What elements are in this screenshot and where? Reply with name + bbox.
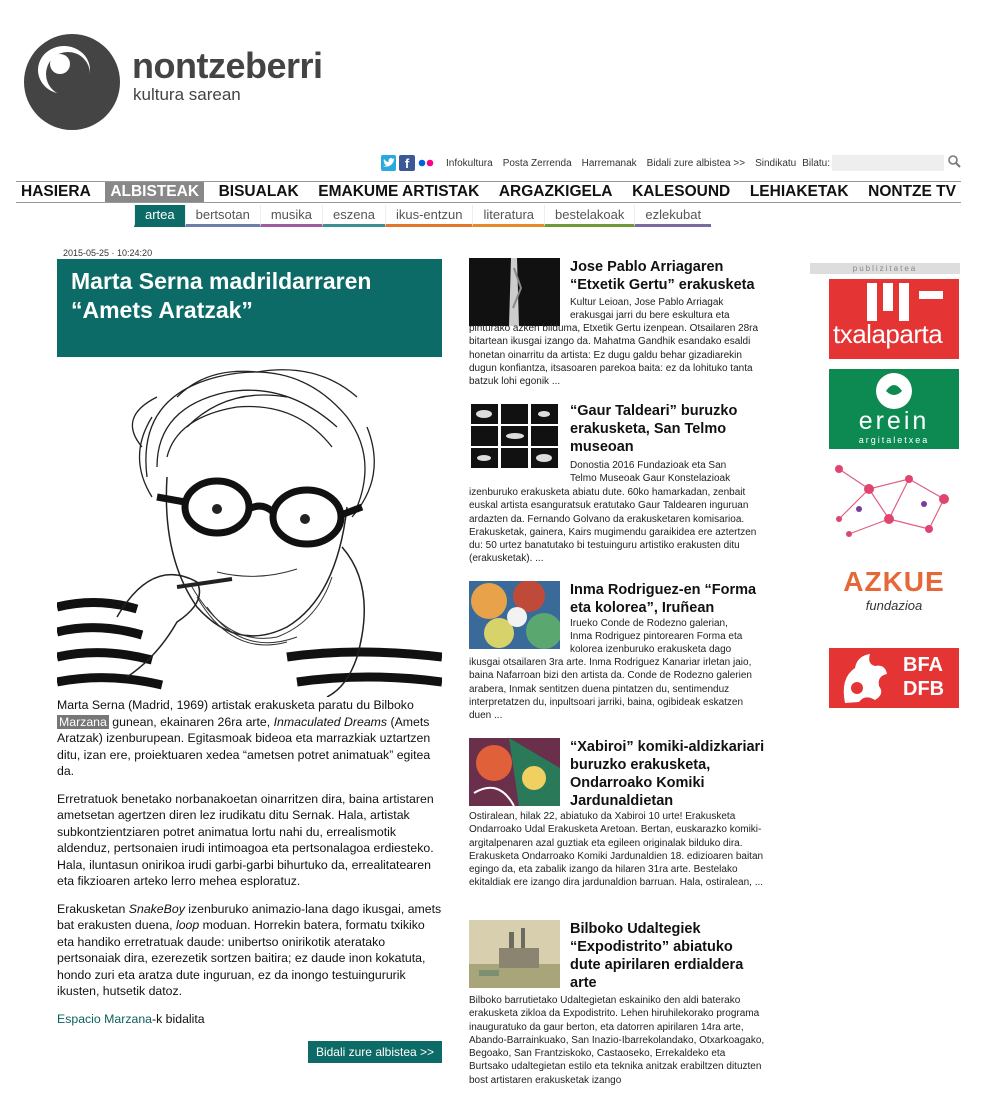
subnav-literatura[interactable]: literatura bbox=[472, 205, 544, 227]
news-thumbnail[interactable] bbox=[469, 258, 560, 326]
source-link[interactable]: Espacio Marzana bbox=[57, 1011, 153, 1026]
news-item[interactable]: “Gaur Taldeari” buruzko erakusketa, San Telmo museoan Donostia 2016 Fundazioak eta San Telmo Museoak Gaur Konstelazioak izenburuko erakusketa abiatu dute. 60ko hamarkadan, zenbait euskal artista esanguratsuk eratutako Gaur Taldearen inguruan ardazten da. Fernando Golvano da erakusketaren komisarioa. Erakusketak, gainera, Kairs mugimendu garaikidea ere aztertzen du: 50 urtez banatutako bi testuinguru artistiko erakusten ditu (erakusketak). ... bbox=[469, 402, 769, 562]
ad-txalaparta[interactable] bbox=[829, 279, 959, 359]
ad-bfa[interactable] bbox=[829, 648, 959, 708]
news-title[interactable]: Jose Pablo Arriagaren “Etxetik Gertu” erakusketa bbox=[570, 259, 755, 293]
ad-erein[interactable] bbox=[829, 369, 959, 449]
ad-azkue[interactable] bbox=[829, 558, 959, 638]
article-paragraph: Marta Serna (Madrid, 1969) artistak erakusketa paratu du Bilboko Marzana gunean, ekainaren 26ra arte, Inmaculated Dreams (Amets Aratzak) izenburupean. Egitasmoak bideoa eta marrazkiak uztartzen ditu, izan ere, proiektuaren xedea “ametsen potret animatuak” egitea da. bbox=[57, 698, 431, 778]
nav-lehiaketak[interactable]: LEHIAKETAK bbox=[749, 183, 849, 200]
flickr-icon[interactable] bbox=[418, 155, 435, 171]
nav-bisualak[interactable]: BISUALAK bbox=[218, 183, 299, 200]
news-thumbnail[interactable] bbox=[469, 581, 560, 649]
ad-section-label: publizitatea bbox=[810, 263, 960, 274]
news-excerpt: Bilboko barrutietako Udaltegietan eskainiko den aldi baterako erakusketa zikloa da Expodistrito. Lehen hiruhilekorako programa inauguratuko da gaur berton, eta datorren apirilaren 14ra arte, Abando-Barrainkuako, San Inazio-Ibarrekolandako, Otxarkoagako, Begoako, San Frantziskoko, Castaoseko, Errekaldeko eta Burtsako udaltegietan estilo eta teknika anitzak erabiltzen dituzten bost artistaren erakusketak izango bbox=[469, 995, 765, 1086]
subnav-bestelakoak[interactable]: bestelakoak bbox=[544, 205, 634, 227]
news-title[interactable]: Inma Rodriguez-en “Forma eta kolorea”, Iruñean bbox=[570, 582, 757, 616]
ad-text: AZKUE bbox=[843, 566, 945, 597]
news-title[interactable]: “Gaur Taldeari” buruzko erakusketa, San Telmo museoan bbox=[570, 403, 738, 455]
send-news-button[interactable]: Bidali zure albistea >> bbox=[308, 1041, 442, 1063]
util-link-sindikatu[interactable]: Sindikatu bbox=[755, 157, 797, 169]
news-item[interactable] bbox=[469, 738, 769, 908]
subnav-artea[interactable]: artea bbox=[134, 205, 185, 227]
ad-network[interactable] bbox=[829, 459, 959, 539]
nav-nontze-tv[interactable]: NONTZE TV bbox=[868, 183, 956, 200]
nav-hasiera[interactable]: HASIERA bbox=[21, 183, 91, 200]
article-title: Marta Serna madrildarraren “Amets Aratzak” bbox=[71, 268, 372, 323]
news-excerpt: ikusgai otsailaren 3ra arte. Inma Rodriguez Kanariar irletan jaio, baina Nafarroan bizi den artista da. Conde de Rodezno galerien arabera, Inmak sentitzen duena pintatzen du, sentimenduz interpretatzen du, inpultsoari jarriki, baina, ogibideak eskatzen duen ... bbox=[469, 657, 752, 722]
subnav-ikus-entzun[interactable]: ikus-entzun bbox=[385, 205, 472, 227]
subnav-eszena[interactable]: eszena bbox=[322, 205, 385, 227]
news-title[interactable]: Bilboko Udaltegiek “Expodistrito” abiatuko dute apirilaren erdialdera arte bbox=[570, 921, 744, 991]
facebook-icon[interactable]: f bbox=[399, 155, 414, 171]
site-title[interactable]: nontzeberri bbox=[132, 45, 323, 86]
nav-emakume-artistak[interactable]: EMAKUME ARTISTAK bbox=[318, 183, 480, 200]
ad-text: erein bbox=[858, 407, 930, 435]
util-link-infokultura[interactable]: Infokultura bbox=[446, 157, 493, 169]
news-item[interactable]: Inma Rodriguez-en “Forma eta kolorea”, Iruñean Irueko Conde de Rodezno galerian, Inma Rodriguez pintorearen Forma eta kolorea izenburuko erakusketa dago ikusgai otsailaren 3ra arte. Inma Rodriguez Kanariar irletan jaio, baina Nafarroan bizi den artista da. Conde de Rodezno galerien arabera, Inmak sentitzen duena pintatzen du, sentimenduz interpretatzen du, inpultsoari jarriki, baina, ogibideak eskatzen duen ... bbox=[469, 581, 769, 726]
article-hero-illustration bbox=[57, 357, 442, 697]
search-icon[interactable] bbox=[948, 155, 961, 171]
news-title[interactable]: “Xabiroi” komiki-aldizkariari buruzko erakusketa, Ondarroako Komiki Jardunaldietan bbox=[570, 739, 765, 809]
search-label: Bilatu: bbox=[802, 157, 831, 169]
sub-nav bbox=[134, 205, 711, 227]
news-thumbnail[interactable] bbox=[469, 402, 560, 470]
article-paragraph: Erakusketan SnakeBoy izenburuko animazio-lana dago ikusgai, amets bat erakusten duena, loop moduan. Horrekin batera, formatu txikiko eta handiko erretratuak daude: unibertso onirikotik ateratako pertsonaiak dira, ezerezetik sortzen baitira; ez daude inon kokatuta, hondo zuri eta aratza dute inguruan, ez da inongo testuingururik ikusten, hutsetik datoz. bbox=[57, 901, 442, 998]
ad-text: BFA bbox=[903, 654, 943, 676]
nontzeberri-logo-icon[interactable] bbox=[24, 34, 120, 130]
subnav-ezlekubat[interactable]: ezlekubat bbox=[634, 205, 711, 227]
utility-bar bbox=[381, 152, 961, 174]
article-title-box bbox=[57, 259, 442, 357]
ad-text: txalaparta bbox=[833, 319, 943, 349]
nav-argazkigela[interactable]: ARGAZKIGELA bbox=[498, 183, 613, 200]
article-body bbox=[57, 697, 442, 1038]
util-link-harremanak[interactable]: Harremanak bbox=[581, 157, 637, 169]
main-nav bbox=[16, 181, 961, 203]
article-paragraph: Erretratuok benetako norbanakoetan oinarritzen dira, baina artistaren ametsetan agertzen diren lez irudikatu ditu Sernak. Hala, artistak subkontzientziaren potret animatua lortu nahi du, errealismotik aldenduz, pertsonaien irudi intimoagoa eta pertsonalagoa erdiesteko. Hala, iluntasun onirikoa irudi garbi-garbi bihurtuko da, errealitatearen eta fikzioaren arteko lerro mehea esploratuz. bbox=[57, 791, 434, 888]
nav-kalesound[interactable]: KALESOUND bbox=[632, 183, 731, 200]
marzana-link[interactable]: Marzana bbox=[59, 714, 107, 729]
news-thumbnail[interactable] bbox=[469, 920, 560, 988]
bfa-oak-leaf-icon bbox=[835, 648, 895, 708]
article-date: 2015-05-25 · 10:24:20 bbox=[63, 248, 153, 258]
search-input[interactable] bbox=[832, 155, 944, 171]
news-excerpt: pinturako azken bilduma, Etxetik Gertu izenpean. Otsailaren 28ra bitartean ikusgai izango da. Mahatma Gandhik esandako esaldi honetan oinarritu da artista: Ez dugu galdu behar gizadiarekin dugun konfiantza, itsasoaren parekoa baita: ez da lohituko tanta batzuk lohi egonik ... bbox=[469, 323, 759, 388]
subnav-musika[interactable]: musika bbox=[260, 205, 322, 227]
news-item[interactable]: Jose Pablo Arriagaren “Etxetik Gertu” erakusketa Kultur Leioan, Jose Pablo Arriagak erakusgai jarri du bere eskultura eta pinturako azken bilduma, Etxetik Gertu izenpean. Otsailaren 28ra bitartean ikusgai izango da. Mahatma Gandhik esandako esaldi honetan oinarritu da artista: Ez dugu galdu behar gizadiarekin dugun konfiantza, itsasoaren parekoa baita: ez da lohituko tanta batzuk lohi egonik ... bbox=[469, 258, 769, 388]
ad-subtext: DFB bbox=[903, 678, 945, 700]
nav-albisteak[interactable]: ALBISTEAK bbox=[105, 182, 204, 202]
news-excerpt: izenburuko erakusketa abiatu dute. 60ko hamarkadan, zenbait euskal artista esanguratsuk eratutako Gaur Taldearen inguruan ardazten da. Fernando Golvano da erakusketaren komisarioa. Erakusketak, gainera, Kairs mugimendu garaikidea ere aztertzen du: 50 urtez banatutako bi testuinguru artistiko erakusten ditu (erakusketak). ... bbox=[469, 487, 757, 565]
article-source: Espacio Marzana-k bidalita bbox=[57, 1011, 205, 1026]
util-link-posta-zerrenda[interactable]: Posta Zerrenda bbox=[502, 157, 572, 169]
twitter-icon[interactable] bbox=[381, 155, 396, 171]
subnav-bertsotan[interactable]: bertsotan bbox=[185, 205, 260, 227]
site-tagline: kultura sarean bbox=[133, 85, 241, 104]
news-excerpt: Ostiralean, hilak 22, abiatuko da Xabiroi 10 urte! Erakusketa Ondarroako Udal Erakusketa Aretoan. Bertan, euskarazko komiki-argitalpenaren azal guztiak eta egileen originalak bilduko dira. Erakusketa Ondarroako Komiki Jardunaldien 18. edizioaren baitan egingo da, eta zabalik izango da hilaren 31ra arte. Bestelako ekitaldiak ere izango dira jardunaldion barruan. Hala, ostiralean, ... bbox=[469, 811, 764, 889]
util-link-bidali[interactable]: Bidali zure albistea >> bbox=[646, 157, 746, 169]
ad-subtext: fundazioa bbox=[865, 598, 923, 613]
ad-subtext: argitaletxea bbox=[858, 435, 930, 445]
news-item[interactable] bbox=[469, 920, 769, 1090]
news-thumbnail[interactable] bbox=[469, 738, 560, 806]
